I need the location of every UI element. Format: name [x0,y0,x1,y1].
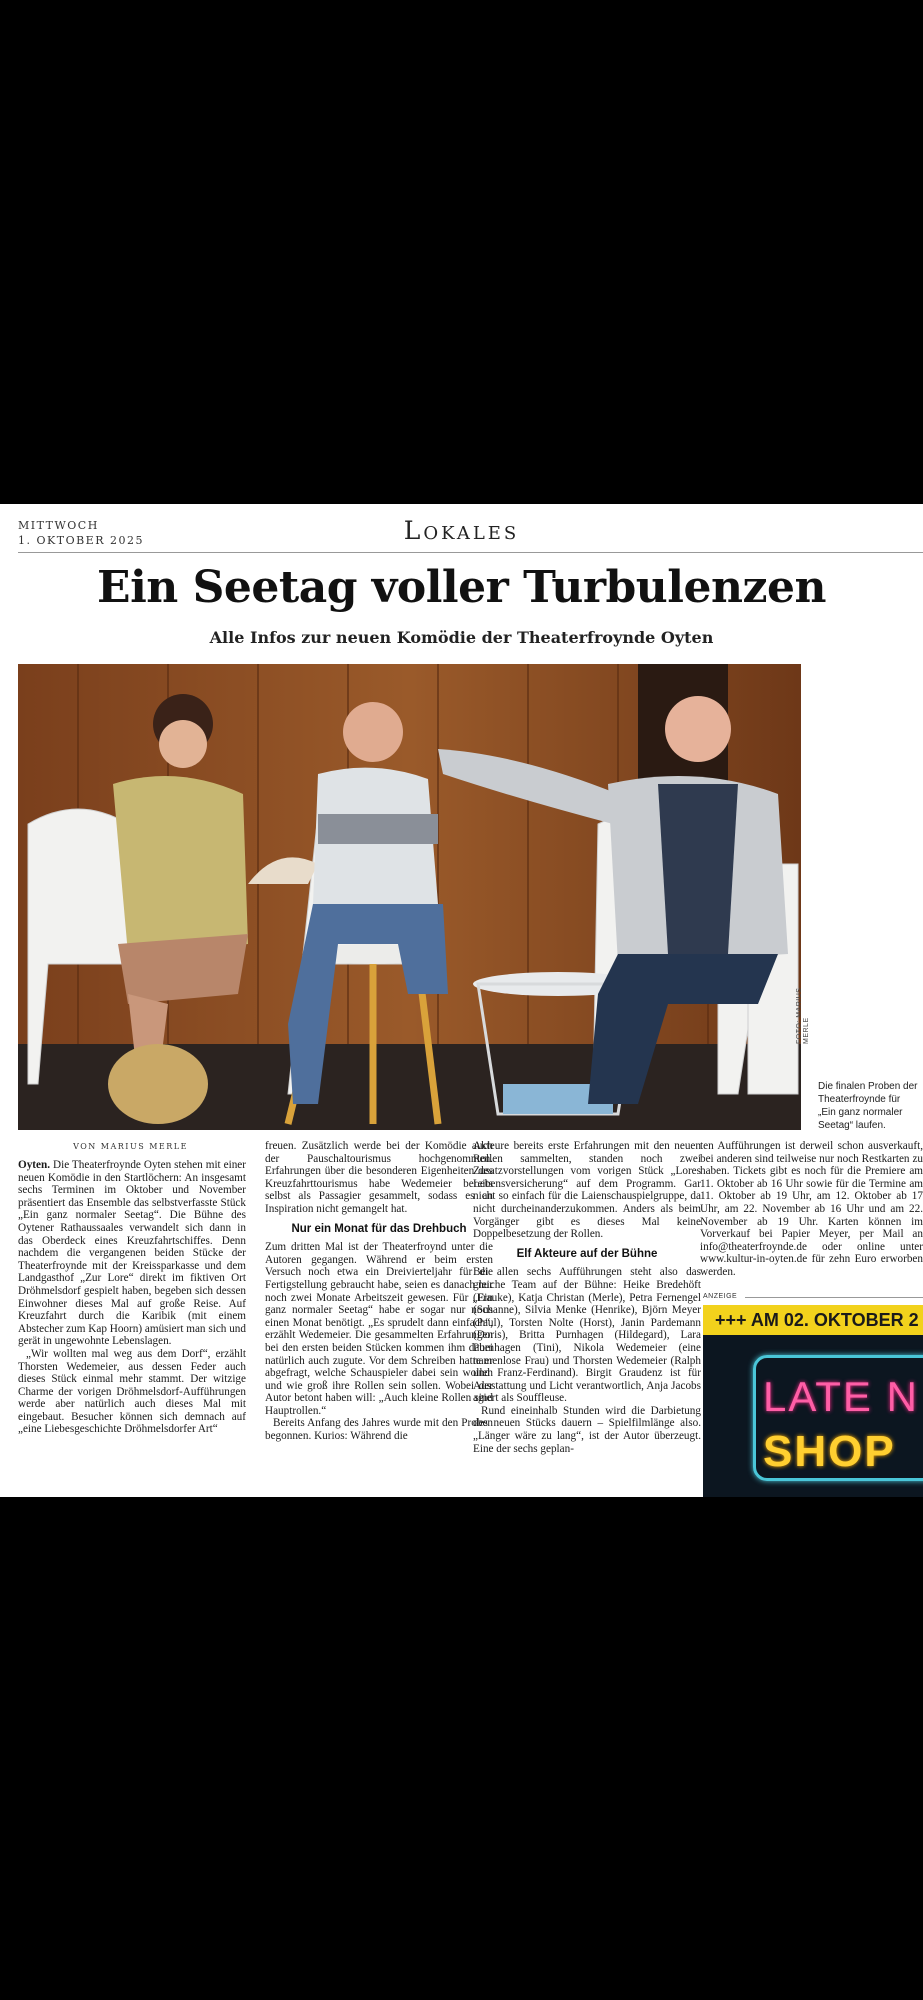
paragraph: „Wir wollten mal weg aus dem Dorf“, erzählt Thorsten Wedemeier, aus dessen Feder auch dieses Stück einmal mehr stammt. Der witzige Charme der vorigen Dröhmelsdorf-Aufführungen werde aber natürlich auch dieses Mal mit eingebaut. Besucher können sich demnach auf „eine Liebesgeschichte Dröhmelsdorfer Art“ [18,1347,246,1436]
stage-photo-illustration [18,664,801,1130]
ad-date-band [703,1305,923,1335]
paragraph: Bei allen sechs Aufführungen steht also das gleiche Team auf der Bühne: Heike Bredehöft (Frauke), Katja Christan (Merle), Petra Fernengel (Susanne), Silvia Menke (Henrike), Björn Meyer (Paul), Torsten Nolte (Horst), Janin Pardemann (Doris), Britta Purnhagen (Hildegard), Lara Purnhagen (Tini), Nikola Wedemeier (eine namenlose Frau) und Thorsten Wedemeier (Ralph und Franz-Ferdinand). Birgit Graudenz ist für Ausstattung und Licht verantwortlich, Anja Jacobs agiert als Souffleuse. [473,1266,701,1405]
paragraph: Zum dritten Mal ist der Theaterfroynd unter die Autoren gegangen. Während er beim ersten Versuch noch etwa ein Dreivierteljahr für die Fertigstellung gebraucht habe, seien es danach nur noch zwei Monate Arbeitszeit gewesen. Für „Ein ganz normaler Seetag“ habe er sogar nur noch einen Monat benötigt. „Es sprudelt dann einfach“, erzählt Wedemeier. Die gesammelten Erfahrungen bei den ersten beiden Stücken kommen ihm dabei natürlich auch zugute. Vor dem Schreiben hatte er abgefragt, welche Schauspieler dabei sein wollen und wie groß ihre Rollen sein sollen. Wobei der Autor betont haben will: „Auch kleine Rollen sind Hauptrollen.“ [265,1241,493,1417]
article-column-1 [18,1159,246,1436]
subheading: Elf Akteure auf der Bühne [516,1247,658,1260]
article-subheadline: Alle Infos zur neuen Komödie der Theaterfroynde Oyten [209,628,714,647]
ad-band-prefix: +++ AM [715,1310,784,1330]
paragraph [18,1159,246,1348]
ad-neon-line-2: SHOP [763,1427,896,1476]
date: 1. OKTOBER 2025 [18,534,144,547]
ad-rule [745,1297,923,1298]
article-column-4 [700,1140,923,1279]
paragraph: Rund eineinhalb Stunden wird die Darbietung des neuen Stücks dauern – Spielfilmlänge also. „Länger wäre zu lang“, ist der Autor überzeugt. Eine der sechs geplan- [473,1404,701,1455]
photo-caption: Die finalen Proben der Theaterfroynde für „Ein ganz normaler Seetag“ laufen. [818,1081,918,1131]
paragraph: freuen. Zusätzlich werde bei der Komödie auch der Pauschaltourismus hochgenommen. Erfahrungen über die besonderen Eigenheiten des Kreuzfahrttourismus habe Wedemeier bereits selbst als Passagier gesammelt, sodass es an Inspiration nicht gemangelt hat. [265,1140,493,1215]
paragraph-text: Die Theaterfroynde Oyten stehen mit einer neuen Komödie in den Startlöchern: An insgesamt sechs Terminen im Oktober und November präsentiert das Ensemble das selbstverfasste Stück „Ein ganz normaler Seetag“. Die Bühne des Oytener Rathaussaales verwandelt sich dann in das Oberdeck eines Kreuzfahrtschiffes. Denn nachdem die vergangenen beiden Stücke der Theaterfroynde mit der Kreissparkasse und dem Landgasthof „Zur Lore“ direkt im fiktiven Ort Dröhmelsdorf gespielt haben, begeben sich dessen Einwohner dieses Mal auf große Reise. Auf Kreuzfahrt durch die Karibik (mit einem Abstecher zum Kap Hoorn) amüsiert man sich und gerät in ungewohnte Lebenslagen. [18,1159,246,1348]
byline: VON MARIUS MERLE [73,1142,188,1151]
photo-credit: FOTO: MARIUS MERLE [796,987,810,1044]
paragraph: ten Aufführungen ist derweil schon ausverkauft, bei anderen sind teilweise nur noch Restkarten zu haben. Tickets gibt es noch für die Premiere am 11. Oktober ab 16 Uhr sowie für die Termine am 11. Oktober ab 19 Uhr, am 12. Oktober ab 17 Uhr, am 22. November ab 16 Uhr und am 22. November ab 19 Uhr. Karten können im Vorverkauf bei Papier Meyer, per Mail an info@theaterfroynde.de oder online unter www.kultur-in-oyten.de für zehn Euro erworben werden. [700,1140,923,1278]
section-title: Lokales [403,516,520,545]
header-rule [18,552,923,553]
dateline-location: Oyten. [18,1159,51,1171]
paragraph: Bereits Anfang des Jahres wurde mit den Proben begonnen. Kurios: Während die [265,1417,493,1443]
article-column-2 [265,1140,493,1443]
article-photo [18,664,801,1130]
ad-label: ANZEIGE [703,1293,738,1300]
newspaper-page [0,504,923,1497]
advertisement[interactable] [703,1305,923,1497]
subheading: Nur ein Monat für das Drehbuch [291,1222,467,1235]
article-headline: Ein Seetag voller Turbulenzen [97,562,826,613]
paragraph: Akteure bereits erste Erfahrungen mit den neuen Rollen sammelten, standen noch zwei Zusatzvorstellungen vom vorigen Stück „Lores Lebensversicherung“ auf dem Programm. Gar nicht so einfach für die Laienschauspielgruppe, da nicht durcheinanderzukommen. Anders als beim Vorgänger gibt es dieses Mal keine Doppelbesetzung der Rollen. [473,1140,701,1241]
ad-neon-line-1: LATE N [763,1373,919,1420]
ad-band-date: 02. OKTOBER 2 [783,1310,919,1330]
weekday: MITTWOCH [18,519,99,532]
article-column-3 [473,1140,701,1455]
